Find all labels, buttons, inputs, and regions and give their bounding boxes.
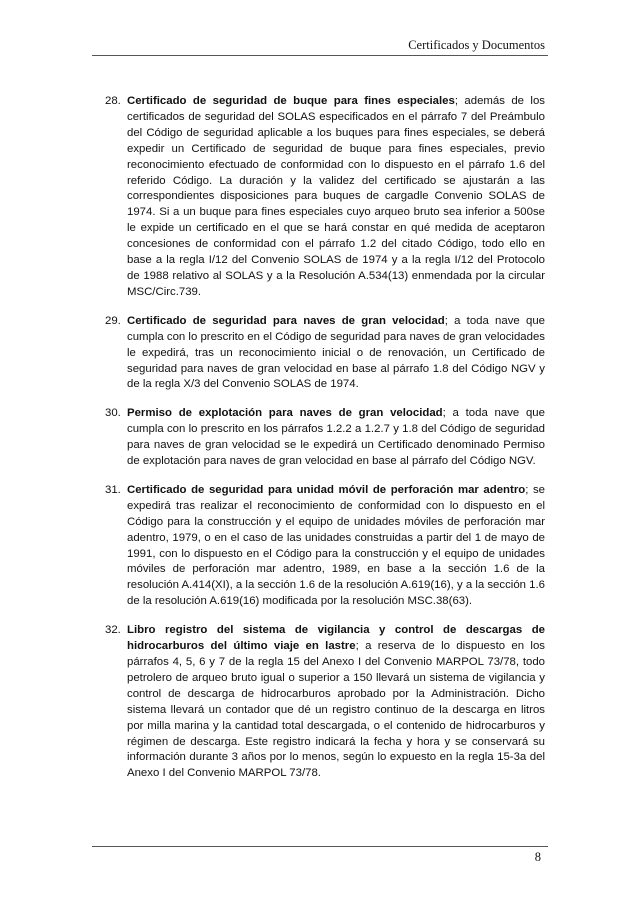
item-number: 31. [105, 483, 121, 496]
page-header: Certificados y Documentos [408, 38, 545, 52]
item-number: 32. [105, 624, 121, 637]
item-text: ; a toda nave que cumpla con lo prescrito en el Código de seguridad para naves de gran velocidades le expedirá, tras un reconocimiento inicial o de renovación, un Certificado de seguridad para naves de gran velocidad en base al párrafo 1.8 del Código NGV y de la regla X/3 del Convenio SOLAS de 1974. [127, 314, 545, 391]
list-item [107, 406, 545, 470]
list-item [107, 483, 545, 610]
list-item [107, 94, 545, 301]
item-title: Libro registro del sistema de vigilancia y control de descargas de hidrocarburos del último viaje en lastre [127, 624, 545, 653]
item-number: 28. [105, 95, 121, 107]
item-title: Certificado de seguridad de buque para fines especiales [127, 95, 455, 107]
item-text: ; a reserva de lo dispuesto en los párrafos 4, 5, 6 y 7 de la regla 15 del Anexo I del Convenio MARPOL 73/78, todo petrolero de arqueo bruto igual o superior a 150 llevará un sistema de vigilancia y control de descarga de hidrocarburos aprobado por la Administración. Dicho sistema llevará un contador que dé un registro continuo de la descarga en litros por milla marina y la cantidad total descargada, o el contenido de hidrocarburos y régimen de descarga. Este registro indicará la fecha y hora y se conservará su información durante 3 años por lo menos, según lo expuesto en la regla 15-3a del Anexo I del Convenio MARPOL 73/78. [127, 640, 545, 780]
item-number: 30. [105, 407, 121, 420]
item-title: Permiso de explotación para naves de gran velocidad [127, 407, 443, 420]
document-body [107, 94, 545, 795]
footer-divider [92, 846, 548, 847]
item-number: 29. [105, 314, 121, 327]
item-title: Certificado de seguridad para unidad móvil de perforación mar adentro [127, 483, 526, 496]
item-title: Certificado de seguridad para naves de gran velocidad [127, 314, 445, 327]
item-text: ; se expedirá tras realizar el reconocimiento de conformidad con lo dispuesto en el Código para la construcción y el equipo de unidades móviles de perforación mar adentro, 1979, o en el caso de las unidades construidas a partir del 1 de mayo de 1991, con lo dispuesto en el Código para la construcción y el equipo de unidades móviles de perforación mar adentro, 1989, en base a la sección 1.6 de la resolución A.414(XI), a la sección 1.6 de la resolución A.619(16), y a la sección 1.6 de la resolución A.619(16) modificada por la resolución MSC.38(63). [127, 483, 545, 608]
item-text: ; además de los certificados de seguridad del SOLAS especificados en el párrafo 7 del Preámbulo del Código de seguridad aplicable a los buques para fines especiales, se deberá expedir un Certificado de seguridad de buque para fines especiales, previo reconocimiento efectuado de conformidad con lo dispuesto en el párrafo 1.6 del referido Código. La duración y la validez del certificado se ajustarán a las correspondientes disposiciones para buques de cargadle Convenio SOLAS de 1974. Si a un buque para fines especiales cuyo arqueo bruto sea inferior a 500se le expide un certificado en el que se hará constar en qué medida de aceptaron concesiones de conformidad con el párrafo 1.2 del citado Código, todo ello en base a la regla I/12 del Convenio SOLAS de 1974 y a la regla I/12 del Protocolo de 1988 relativo al SOLAS y a la Resolución A.534(13) enmendada por la circular MSC/Circ.739. [127, 95, 545, 298]
page-number: 8 [534, 850, 541, 864]
list-item [107, 623, 545, 782]
list-item [107, 314, 545, 394]
item-text: ; a toda nave que cumpla con lo prescrito en los párrafos 1.2.2 a 1.2.7 y 1.8 del Código de seguridad para naves de gran velocidad se le expedirá un Certificado denominado Permiso de explotación para naves de gran velocidad en base al párrafo del Código NGV. [127, 407, 545, 468]
header-divider [92, 55, 548, 56]
